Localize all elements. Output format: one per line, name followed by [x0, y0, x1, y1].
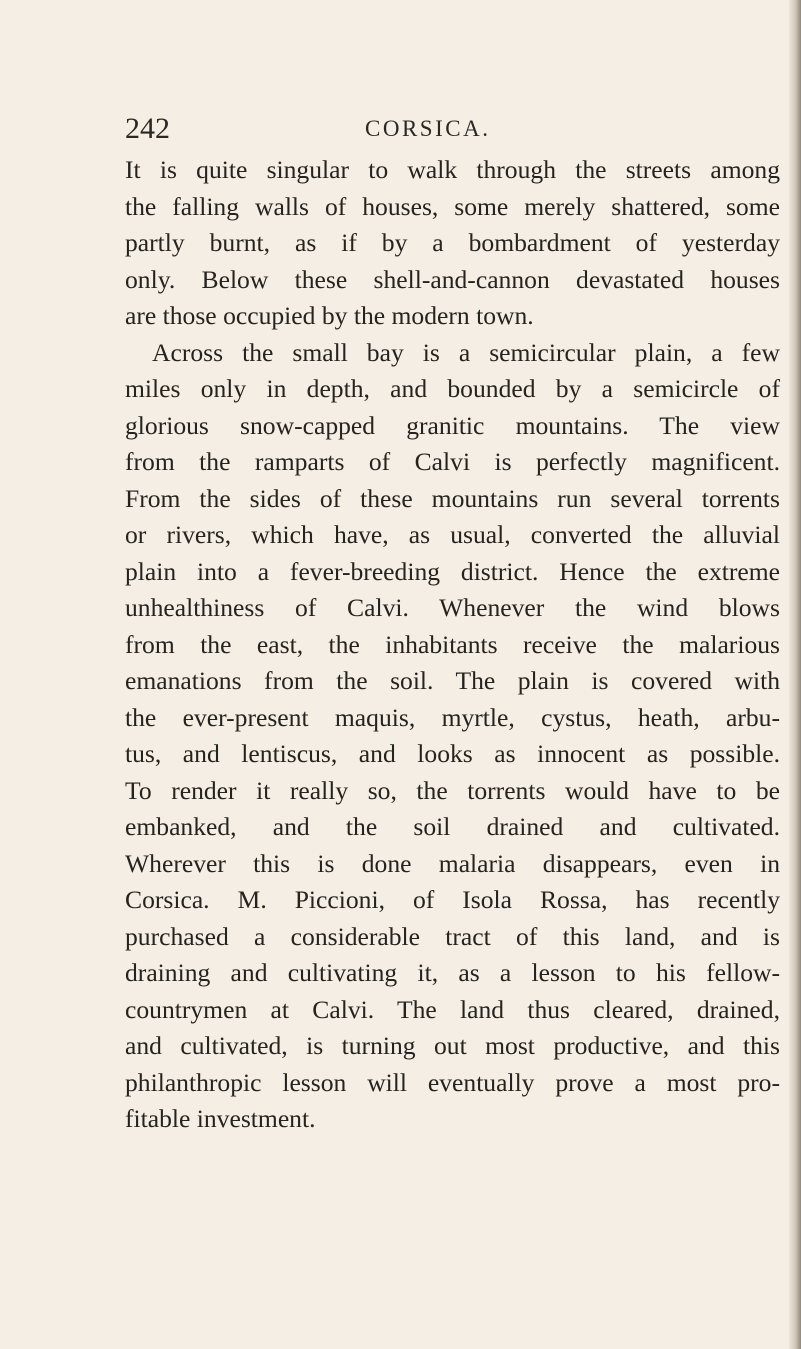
page-edge-shadow	[789, 0, 801, 1349]
text-line: the ever-present maquis, myrtle, cystus, heath, arbu-	[125, 702, 780, 732]
text-line: It is quite singular to walk through the streets among	[125, 155, 780, 184]
text-line: Corsica. M. Piccioni, of Isola Rossa, has recently	[125, 885, 780, 914]
text-line: are those occupied by the modern town.	[125, 301, 534, 330]
text-line: To render it really so, the torrents would have to be	[125, 775, 780, 805]
text-line: fitable investment.	[125, 1104, 316, 1133]
text-line: purchased a considerable tract of this land, and is	[125, 921, 780, 951]
text-line: unhealthiness of Calvi. Whenever the wind blows	[125, 593, 780, 622]
text-line: From the sides of these mountains run several torrents	[125, 483, 780, 513]
text-line: miles only in depth, and bounded by a semicircle of	[125, 374, 780, 403]
text-line: partly burnt, as if by a bombardment of yesterday	[125, 228, 780, 257]
text-line: countrymen at Calvi. The land thus cleared, drained,	[125, 994, 780, 1024]
text-line: and cultivated, is turning out most productive, and this	[125, 1031, 780, 1060]
text-line: tus, and lentiscus, and looks as innocent as possible.	[125, 739, 780, 768]
body-text	[125, 152, 780, 1138]
text-line: the falling walls of houses, some merely shattered, some	[125, 191, 780, 221]
text-line: or rivers, which have, as usual, converted the alluvial	[125, 520, 780, 549]
text-line: glorious snow-capped granitic mountains. The view	[125, 410, 780, 440]
text-line: plain into a fever-breeding district. Hence the extreme	[125, 556, 780, 586]
text-line: from the ramparts of Calvi is perfectly magnificent.	[125, 447, 780, 476]
text-line: draining and cultivating it, as a lesson to his fellow-	[125, 958, 780, 987]
text-line: embanked, and the soil drained and cultivated.	[125, 812, 780, 841]
text-line: from the east, the inhabitants receive the malarious	[125, 629, 780, 659]
running-head: CORSICA.	[365, 116, 491, 141]
text-line: only. Below these shell-and-cannon devastated houses	[125, 264, 780, 294]
text-line: Across the small bay is a semicircular plain, a few	[152, 337, 780, 367]
text-line: emanations from the soil. The plain is covered with	[125, 666, 780, 695]
page-header	[125, 111, 780, 147]
page-number: 242	[125, 112, 170, 145]
text-line: Wherever this is done malaria disappears, even in	[125, 848, 780, 878]
text-line: philanthropic lesson will eventually prove a most pro-	[125, 1067, 780, 1097]
